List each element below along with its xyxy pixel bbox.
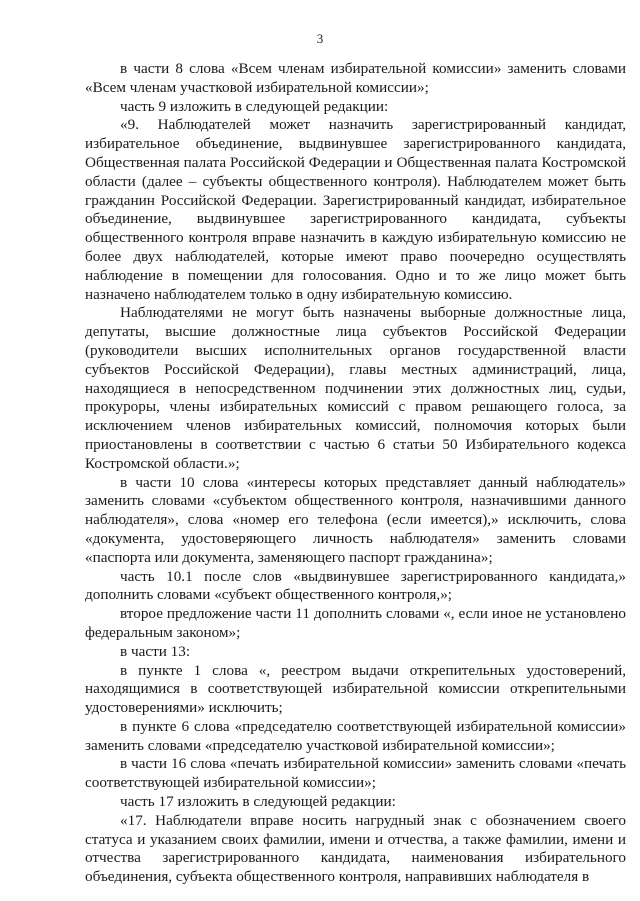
document-body: [85, 60, 626, 887]
paragraph: в части 16 слова «печать избирательной комиссии» заменить словами «печать соответствующей избирательной комиссии»;: [85, 755, 626, 792]
paragraph: в части 13:: [120, 642, 191, 660]
paragraph: в части 10 слова «интересы которых представляет данный наблюдатель» заменить словами «субъектом общественного контроля, назначившими данного наблюдателя», слова «номер его телефона (если имеется),» исключить, слова «документа, удостоверяющего личность наблюдателя» заменить словами «паспорта или документа, заменяющего паспорт гражданина»;: [85, 473, 626, 566]
paragraph: часть 17 изложить в следующей редакции:: [120, 793, 396, 811]
paragraph: в части 8 слова «Всем членам избирательной комиссии» заменить словами «Всем членам участковой избирательной комиссии»;: [85, 60, 626, 96]
paragraph: часть 10.1 после слов «выдвинувшее зарегистрированного кандидата,» дополнить словами «субъект общественного контроля,»;: [85, 567, 626, 604]
paragraph: второе предложение части 11 дополнить словами «, если иное не установлено федеральным законом»;: [85, 605, 626, 641]
paragraph: часть 9 изложить в следующей редакции:: [120, 97, 389, 115]
paragraph: «9. Наблюдателей может назначить зарегистрированный кандидат, избирательное объединение, выдвинувшее зарегистрированного кандидата, Общественная палата Российской Федерации и Общественная палата Костромской области (далее – субъекты общественного контроля). Наблюдателем может быть гражданин Российской Федерации. Зарегистрированный кандидат, избирательное объединение, выдвинувшее зарегистрированного кандидата, субъекты общественного контроля вправе назначить в каждую избирательную комиссию не более двух наблюдателей, которые имеют право поочередно осуществлять наблюдение в помещении для голосования. Одно и то же лицо может быть назначено наблюдателем только в одну избирательную комиссию.: [85, 116, 626, 303]
paragraph: в пункте 1 слова «, реестром выдачи открепительных удостоверений, находящимися в соответствующей избирательной комиссии открепительными удостоверениями» исключить;: [85, 661, 626, 717]
page-number: 3: [316, 31, 324, 46]
paragraph: «17. Наблюдатели вправе носить нагрудный знак с обозначением своего статуса и указанием своих фамилии, имени и отчества, а также фамилии, имени и отчества зарегистрированного кандидата, наименования избирательного объединения, субъекта общественного контроля, направивших наблюдателя в: [85, 811, 626, 886]
paragraph: Наблюдателями не могут быть назначены выборные должностные лица, депутаты, высшие должностные лица субъектов Российской Федерации (руководители высших исполнительных органов государственной власти субъектов Российской Федерации), главы местных администраций, лица, находящиеся в непосредственном подчинении этих должностных лиц, судьи, прокуроры, члены избирательных комиссий с правом решающего голоса, за исключением членов избирательных комиссий, полномочия которых были приостановлены в соответствии с частью 6 статьи 50 Избирательного кодекса Костромской области.»;: [85, 304, 626, 472]
paragraph: в пункте 6 слова «председателю соответствующей избирательной комиссии» заменить словами «председателю участковой избирательной комиссии»;: [85, 717, 626, 754]
